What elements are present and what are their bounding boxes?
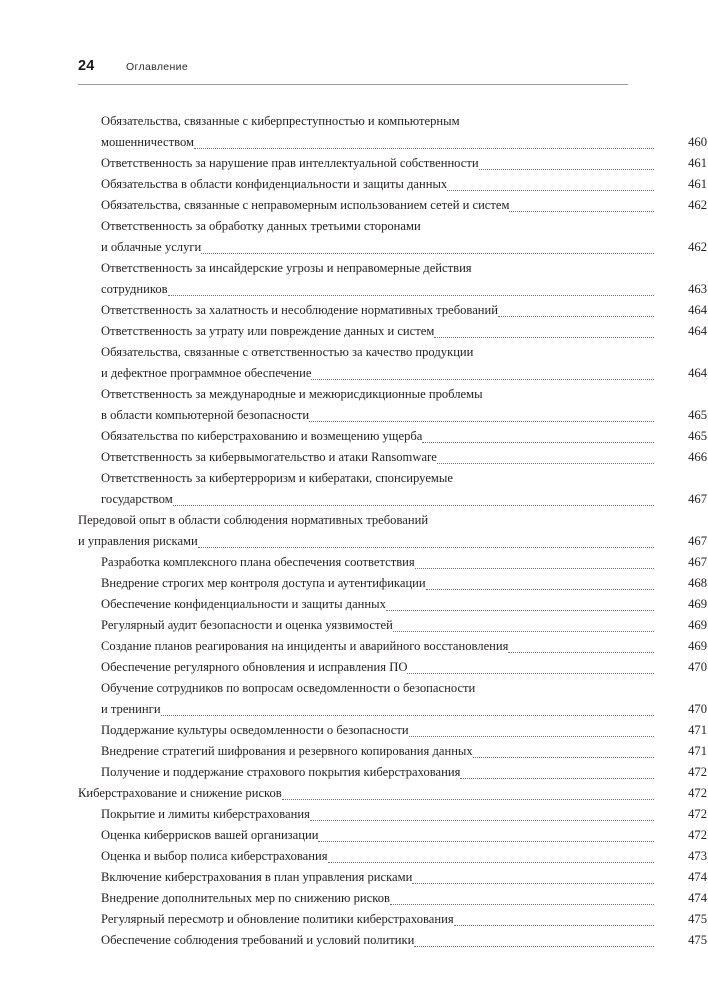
dot-leader: [426, 577, 654, 593]
toc-page-number: 472: [688, 828, 707, 842]
dot-leader: [168, 283, 654, 299]
toc-page-number: 464: [688, 324, 707, 338]
toc-entry-title: и облачные услуги: [101, 240, 202, 254]
toc-page-number: 469: [688, 639, 707, 653]
toc-entry[interactable]: [0, 194, 708, 215]
toc-entry-title: в области компьютерной безопасности: [101, 408, 310, 422]
toc-page-number: 466: [688, 450, 707, 464]
toc-entry[interactable]: [0, 572, 708, 593]
toc-page-number: 472: [688, 807, 707, 821]
toc-entry[interactable]: [0, 656, 708, 677]
toc-entry-title: государством: [101, 492, 173, 506]
toc-entry-title: Ответственность за международные и межюрисдикционные проблемы: [101, 387, 483, 401]
toc-entry-title: Разработка комплексного плана обеспечения соответствия: [101, 555, 415, 569]
toc-entry[interactable]: [0, 677, 708, 719]
toc-entry[interactable]: [0, 824, 708, 845]
toc-page-number: 473: [688, 849, 707, 863]
dot-leader: [407, 661, 654, 677]
dot-leader: [198, 535, 654, 551]
dot-leader: [479, 157, 654, 173]
toc-entry[interactable]: [0, 383, 708, 425]
toc-entry-line-final: [0, 362, 708, 383]
toc-entry[interactable]: [0, 719, 708, 740]
dot-leader: [473, 745, 654, 761]
toc-entry-line-final: [0, 425, 708, 446]
dot-leader: [390, 892, 654, 908]
toc-entry-title: и тренинги: [101, 702, 161, 716]
toc-entry-line-final: [0, 551, 708, 572]
toc-entry-line-final: [0, 803, 708, 824]
toc-entry[interactable]: [0, 635, 708, 656]
toc-entry[interactable]: [0, 908, 708, 929]
toc-entry-line-final: [0, 824, 708, 845]
toc-entry[interactable]: [0, 509, 708, 551]
toc-entry-title: Включение киберстрахования в план управления рисками: [101, 870, 413, 884]
toc-entry-line-final: [0, 782, 708, 803]
toc-page-number: 465: [688, 429, 707, 443]
toc-entry-title: Обязательства по киберстрахованию и возмещению ущерба: [101, 429, 423, 443]
toc-entry-title: Киберстрахование и снижение рисков: [78, 786, 282, 800]
toc-entry-line-final: [0, 698, 708, 719]
toc-entry[interactable]: [0, 446, 708, 467]
dot-leader: [437, 451, 654, 467]
toc-entry-line-final: [0, 488, 708, 509]
dot-leader: [498, 304, 654, 320]
toc-entry-line-final: [0, 404, 708, 425]
dot-leader: [318, 829, 654, 845]
toc-entry-title: Передовой опыт в области соблюдения нормативных требований: [78, 513, 429, 527]
dot-leader: [328, 850, 654, 866]
toc-entry-line-final: [0, 740, 708, 761]
toc-entry-title: Ответственность за утрату или повреждение данных и систем: [101, 324, 435, 338]
toc-entry[interactable]: [0, 929, 708, 950]
dot-leader: [201, 241, 654, 257]
dot-leader: [414, 934, 654, 950]
toc-entry-line-final: [0, 446, 708, 467]
toc-page-number: 471: [688, 744, 707, 758]
toc-entry-line-final: [0, 719, 708, 740]
toc-entry[interactable]: [0, 173, 708, 194]
toc-entry-line-wrap: [0, 341, 708, 362]
dot-leader: [454, 913, 654, 929]
toc-entry-title: Ответственность за кибервымогательство и атаки Ransomware: [101, 450, 437, 464]
toc-entry-line-final: [0, 194, 708, 215]
toc-page-number: 467: [688, 492, 707, 506]
dot-leader: [310, 808, 654, 824]
dot-leader: [194, 136, 654, 152]
toc-entry-title: Ответственность за кибертерроризм и кибератаки, спонсируемые: [101, 471, 453, 485]
toc-entry-title: Поддержание культуры осведомленности о безопасности: [101, 723, 409, 737]
toc-entry-title: Ответственность за халатность и несоблюдение нормативных требований: [101, 303, 499, 317]
dot-leader: [393, 619, 654, 635]
toc-entry-line-final: [0, 299, 708, 320]
dot-leader: [311, 367, 654, 383]
toc-entry-title: Регулярный аудит безопасности и оценка уязвимостей: [101, 618, 393, 632]
toc-entry[interactable]: [0, 740, 708, 761]
toc-page-number: 474: [688, 891, 707, 905]
toc-page-number: 461: [688, 156, 707, 170]
toc-entry[interactable]: [0, 152, 708, 173]
toc-entry[interactable]: [0, 803, 708, 824]
toc-entry-line-final: [0, 845, 708, 866]
toc-entry-line-final: [0, 614, 708, 635]
toc-entry[interactable]: [0, 215, 708, 257]
toc-page-number: 460: [688, 135, 707, 149]
toc-page-number: 463: [688, 282, 707, 296]
toc-entry-line-wrap: [0, 383, 708, 404]
dot-leader: [508, 640, 654, 656]
dot-leader: [409, 724, 654, 740]
dot-leader: [415, 556, 654, 572]
toc-entry-line-final: [0, 866, 708, 887]
toc-page-number: 465: [688, 408, 707, 422]
dot-leader: [309, 409, 654, 425]
toc-page-number: 472: [688, 786, 707, 800]
toc-entry-title: и дефектное программное обеспечение: [101, 366, 312, 380]
toc-page-number: 471: [688, 723, 707, 737]
toc-page-number: 461: [688, 177, 707, 191]
toc-entry[interactable]: [0, 614, 708, 635]
toc-entry-title: Внедрение стратегий шифрования и резервного копирования данных: [101, 744, 473, 758]
toc-entry[interactable]: [0, 320, 708, 341]
toc-entry-title: Создание планов реагирования на инциденты и аварийного восстановления: [101, 639, 509, 653]
toc-entry-title: Обязательства, связанные с киберпреступностью и компьютерным: [101, 114, 460, 128]
toc-entry-line-final: [0, 656, 708, 677]
toc-page-number: 462: [688, 198, 707, 212]
toc-entry-line-final: [0, 173, 708, 194]
dot-leader: [422, 430, 654, 446]
toc-entry-line-final: [0, 320, 708, 341]
toc-entry[interactable]: [0, 551, 708, 572]
dot-leader: [412, 871, 654, 887]
toc-page-number: 469: [688, 597, 707, 611]
toc-entry-line-final: [0, 635, 708, 656]
toc-entry-title: Внедрение строгих мер контроля доступа и аутентификации: [101, 576, 426, 590]
toc-entry-line-final: [0, 908, 708, 929]
page-folio: 24: [78, 58, 95, 74]
toc-entry[interactable]: [0, 761, 708, 782]
header-divider: [78, 84, 628, 85]
toc-page-number: 467: [688, 534, 707, 548]
toc-entry-title: мошенничеством: [101, 135, 194, 149]
toc-page-number: 464: [688, 366, 707, 380]
toc-entry[interactable]: [0, 845, 708, 866]
dot-leader: [173, 493, 654, 509]
toc-page-number: 475: [688, 933, 707, 947]
toc-entry-title: Ответственность за инсайдерские угрозы и неправомерные действия: [101, 261, 472, 275]
toc-page-number: 470: [688, 660, 707, 674]
toc-entry-line-wrap: [0, 215, 708, 236]
dot-leader: [460, 766, 654, 782]
toc-entry-line-final: [0, 278, 708, 299]
dot-leader: [434, 325, 654, 341]
toc-entry-line-final: [0, 530, 708, 551]
toc-entry[interactable]: [0, 782, 708, 803]
toc-entry-title: сотрудников: [101, 282, 168, 296]
toc-entry-line-final: [0, 236, 708, 257]
toc-entry-line-final: [0, 131, 708, 152]
toc-page-number: 475: [688, 912, 707, 926]
toc-page-number: 462: [688, 240, 707, 254]
toc-entry-title: и управления рисками: [78, 534, 198, 548]
toc-entry-title: Получение и поддержание страхового покрытия киберстрахования: [101, 765, 461, 779]
toc-entry-line-wrap: [0, 110, 708, 131]
toc-page-number: 472: [688, 765, 707, 779]
toc-entry-title: Обеспечение соблюдения требований и условий политики: [101, 933, 415, 947]
toc-entry-line-final: [0, 572, 708, 593]
toc-entry[interactable]: [0, 110, 708, 152]
toc-entry-title: Оценка киберрисков вашей организации: [101, 828, 319, 842]
toc-entry-title: Оценка и выбор полиса киберстрахования: [101, 849, 328, 863]
toc-entry-title: Ответственность за нарушение прав интеллектуальной собственности: [101, 156, 479, 170]
toc-entry-line-wrap: [0, 467, 708, 488]
toc-entry[interactable]: [0, 299, 708, 320]
toc-page-number: 469: [688, 618, 707, 632]
toc-entry-line-final: [0, 929, 708, 950]
toc-entry[interactable]: [0, 593, 708, 614]
dot-leader: [386, 598, 654, 614]
toc-entry-line-wrap: [0, 509, 708, 530]
toc-entry[interactable]: [0, 467, 708, 509]
toc-entry-line-wrap: [0, 257, 708, 278]
toc-entry-line-final: [0, 152, 708, 173]
dot-leader: [509, 199, 654, 215]
toc-entry-title: Обязательства в области конфиденциальности и защиты данных: [101, 177, 448, 191]
running-head: [78, 58, 628, 78]
toc-page-number: 474: [688, 870, 707, 884]
dot-leader: [282, 787, 654, 803]
toc-entry[interactable]: [0, 257, 708, 299]
toc-page-number: 470: [688, 702, 707, 716]
toc-entry-line-wrap: [0, 677, 708, 698]
toc-page-number: 464: [688, 303, 707, 317]
dot-leader: [447, 178, 654, 194]
toc-entry-title: Внедрение дополнительных мер по снижению рисков: [101, 891, 390, 905]
toc-entry[interactable]: [0, 866, 708, 887]
toc-entry-title: Обеспечение конфиденциальности и защиты данных: [101, 597, 386, 611]
toc-entry-title: Регулярный пересмотр и обновление политики киберстрахования: [101, 912, 454, 926]
dot-leader: [161, 703, 654, 719]
toc-entry-list: [0, 110, 708, 950]
toc-entry[interactable]: [0, 425, 708, 446]
toc-entry[interactable]: [0, 341, 708, 383]
toc-entry-title: Обязательства, связанные с ответственностью за качество продукции: [101, 345, 474, 359]
toc-entry-line-final: [0, 761, 708, 782]
toc-entry-title: Покрытие и лимиты киберстрахования: [101, 807, 310, 821]
toc-entry-line-final: [0, 593, 708, 614]
toc-entry-title: Обязательства, связанные с неправомерным использованием сетей и систем: [101, 198, 510, 212]
toc-page-number: 467: [688, 555, 707, 569]
toc-entry-title: Обеспечение регулярного обновления и исправления ПО: [101, 660, 408, 674]
toc-entry[interactable]: [0, 887, 708, 908]
running-head-title: Оглавление: [126, 61, 189, 73]
toc-page-number: 468: [688, 576, 707, 590]
toc-entry-line-final: [0, 887, 708, 908]
toc-entry-title: Обучение сотрудников по вопросам осведомленности о безопасности: [101, 681, 476, 695]
toc-entry-title: Ответственность за обработку данных третьими сторонами: [101, 219, 421, 233]
